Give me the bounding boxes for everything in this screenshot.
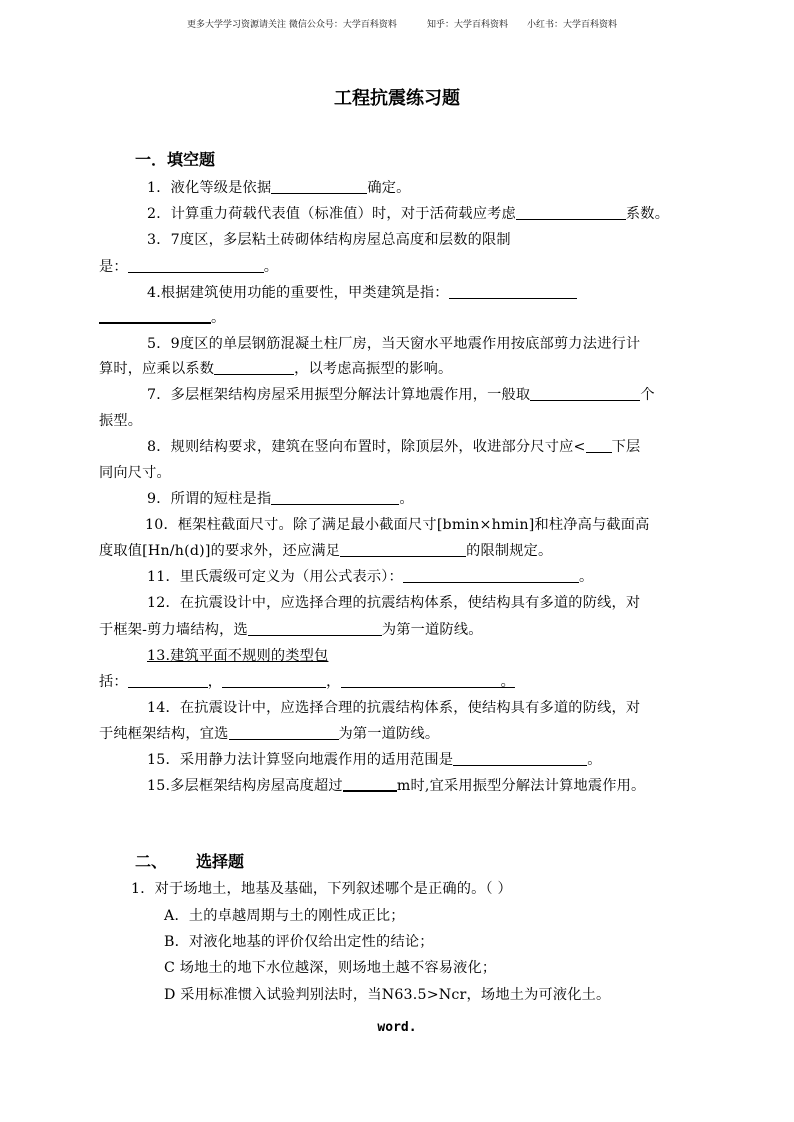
question-8-line1: 8．规则结构要求，建筑在竖向布置时，除顶层外，收进部分尺寸应< 下层 bbox=[147, 439, 641, 455]
header-promo: 更多大学学习资源请关注 微信公众号：大学百科资料 bbox=[187, 20, 397, 30]
answer-blank[interactable] bbox=[453, 751, 587, 766]
question-14-line2: 于纯框架结构，宜选 为第一道防线。 bbox=[99, 726, 440, 742]
option-a[interactable]: A．土的卓越周期与土的刚性成正比； bbox=[164, 908, 405, 924]
question-4-line1: 4.根据建筑使用功能的重要性，甲类建筑是指： bbox=[147, 282, 577, 302]
answer-blank[interactable] bbox=[341, 673, 501, 688]
question-14-line1: 14．在抗震设计中，应选择合理的抗震结构体系，使结构具有多道的防线，对 bbox=[147, 700, 641, 716]
question-3-line1: 3．7度区，多层粘土砖砌体结构房屋总高度和层数的限制 bbox=[147, 232, 511, 248]
answer-blank[interactable] bbox=[449, 284, 577, 299]
answer-blank[interactable] bbox=[128, 258, 264, 273]
question-12-line2: 于框架-剪力墙结构，选 为第一道防线。 bbox=[99, 622, 483, 638]
section-1-heading: 一．填空题 bbox=[135, 150, 216, 169]
question-15: 15．采用静力法计算竖向地震作用的适用范围是 。 bbox=[147, 752, 602, 768]
option-b[interactable]: B．对液化地基的评价仅给出定性的结论； bbox=[164, 934, 434, 950]
question-3-line2: 是： 。 bbox=[99, 259, 279, 275]
option-c[interactable]: C 场地土的地下水位越深，则场地土越不容易液化； bbox=[164, 960, 497, 976]
answer-blank[interactable] bbox=[248, 621, 382, 636]
section-2-heading-number: 二、 bbox=[135, 852, 168, 871]
question-12-line1: 12．在抗震设计中，应选择合理的抗震结构体系，使结构具有多道的防线，对 bbox=[147, 595, 641, 611]
answer-blank[interactable] bbox=[222, 673, 326, 688]
answer-blank[interactable] bbox=[516, 205, 626, 220]
question-8-line2: 同向尺寸。 bbox=[99, 465, 171, 481]
question-4-line2: 。 bbox=[99, 307, 225, 327]
option-d[interactable]: D 采用标准惯入试验判别法时，当N63.5>Ncr，场地土为可液化土。 bbox=[164, 987, 611, 1003]
question-2: 2．计算重力荷载代表值（标准值）时，对于活荷载应考虑 系数。 bbox=[147, 206, 670, 222]
answer-blank[interactable] bbox=[586, 438, 612, 453]
answer-blank[interactable] bbox=[214, 360, 294, 375]
question-15b: 15.多层框架结构房屋高度超过 m时,宜采用振型分解法计算地震作用。 bbox=[147, 778, 646, 794]
header-zhihu: 知乎：大学百科资料 bbox=[427, 20, 509, 30]
question-7-line2: 振型。 bbox=[99, 413, 143, 429]
answer-blank[interactable] bbox=[340, 542, 466, 557]
section-2-heading: 选择题 bbox=[196, 852, 245, 871]
answer-blank[interactable] bbox=[271, 179, 367, 194]
page-footer: word. bbox=[377, 1020, 417, 1035]
question-7-line1: 7．多层框架结构房屋采用振型分解法计算地震作用，一般取 个 bbox=[147, 387, 655, 403]
question-5-line2: 算时，应乘以系数 ，以考虑高振型的影响。 bbox=[99, 361, 453, 377]
answer-blank[interactable] bbox=[343, 776, 397, 792]
question-5-line1: 5．9度区的单层钢筋混凝土柱厂房，当天窗水平地震作用按底部剪力法进行计 bbox=[147, 336, 641, 352]
question-10-line1: 10．框架柱截面尺寸。除了满足最小截面尺寸[bmin×hmin]和柱净高与截面高 bbox=[145, 517, 650, 533]
answer-blank[interactable] bbox=[403, 568, 579, 583]
answer-blank[interactable] bbox=[229, 725, 339, 740]
question-1: 1．液化等级是依据 确定。 bbox=[147, 180, 411, 196]
question-11: 11．里氏震级可定义为（用公式表示）： 。 bbox=[147, 569, 594, 585]
question-13-line2: 括： ， ， 。 bbox=[99, 674, 515, 690]
answer-blank[interactable] bbox=[271, 490, 399, 505]
mc-question-1: 1．对于场地土，地基及基础，下列叙述哪个是正确的。（ ） bbox=[131, 881, 512, 897]
question-9: 9．所谓的短柱是指 。 bbox=[147, 491, 414, 507]
header-xiaohongshu: 小红书：大学百科资料 bbox=[527, 20, 618, 30]
answer-blank[interactable] bbox=[530, 386, 640, 401]
answer-blank[interactable] bbox=[99, 308, 211, 324]
question-13-line1: 13.建筑平面不规则的类型包 bbox=[147, 648, 329, 664]
question-10-line2: 度取值[Hn/h(d)]的要求外，还应满足 的限制规定。 bbox=[99, 543, 553, 559]
page-title: 工程抗震练习题 bbox=[334, 88, 460, 109]
answer-blank[interactable] bbox=[128, 673, 208, 688]
